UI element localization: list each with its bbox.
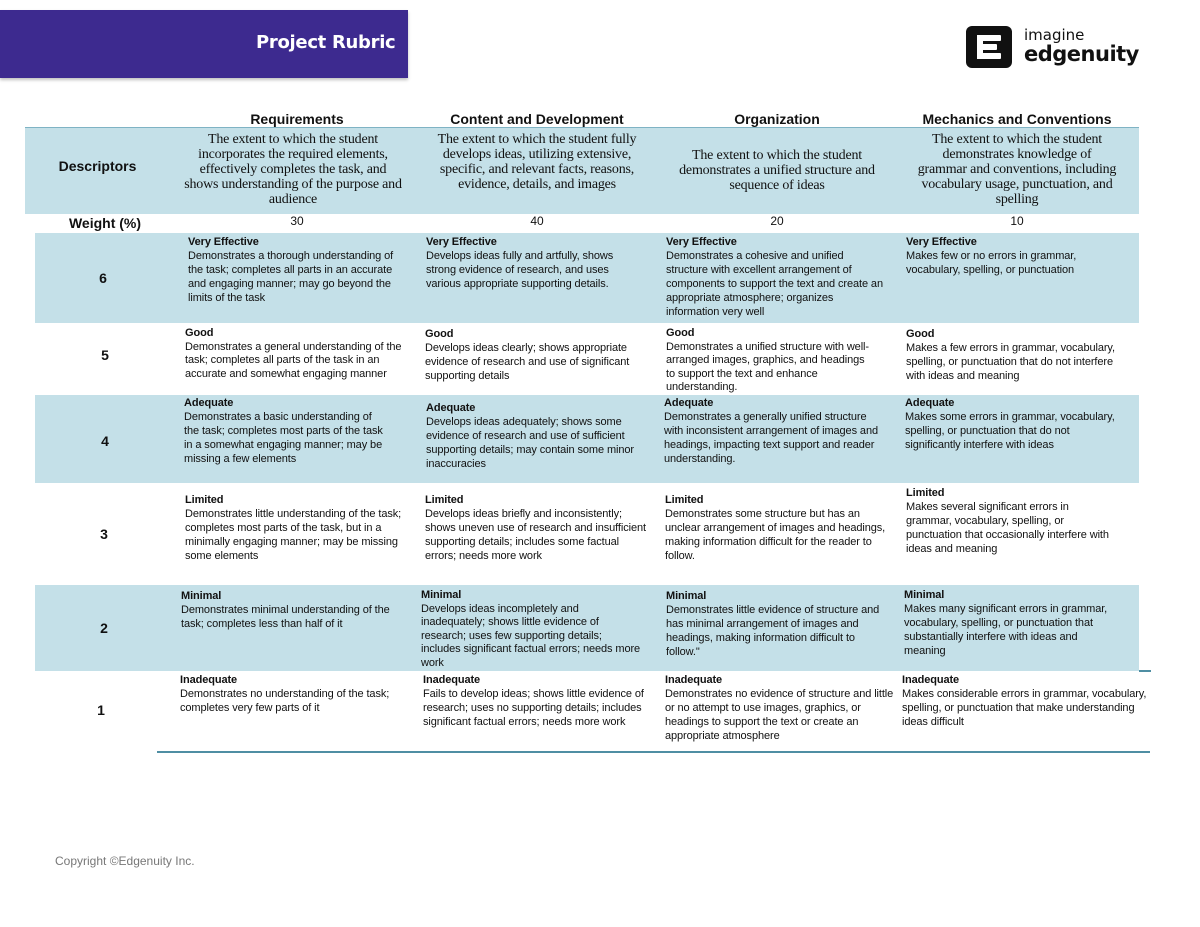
weight-label: Weight (%) <box>68 215 142 231</box>
score-3: 3 <box>100 526 108 542</box>
column-heading-requirements: Requirements <box>250 111 344 127</box>
logo-text-small: imagine <box>1024 26 1085 44</box>
weight-mechanics: 10 <box>1010 214 1024 228</box>
edgenuity-logo <box>966 24 1139 72</box>
cell-2-mechanics: Minimal Makes many significant errors in grammar, vocabulary, spelling, or punctuation that substantially interfere with ideas and meaning <box>904 589 1108 657</box>
cell-3-content: Limited Develops ideas briefly and inconsistently; shows uneven use of research and insufficient supporting details; includes some factual errors; needs more work <box>425 494 646 562</box>
weight-organization: 20 <box>770 214 784 228</box>
score-2: 2 <box>100 620 108 636</box>
cell-1-mechanics: Inadequate Makes considerable errors in grammar, vocabulary, spelling, or punctuation that make understanding ideas difficult <box>902 674 1147 728</box>
row-1-top-rule <box>1139 670 1151 672</box>
cell-2-organization: Minimal Demonstrates little evidence of structure and has minimal arrangement of images and headings, making information difficult to follow." <box>666 590 880 658</box>
cell-4-mechanics: Adequate Makes some errors in grammar, vocabulary, spelling, or punctuation that do not significantly interfere with ideas <box>905 397 1115 451</box>
header-banner <box>0 10 408 78</box>
cell-4-requirements: Adequate Demonstrates a basic understanding of the task; completes most parts of the task in a somewhat engaging manner; may be missing a few elements <box>184 397 383 465</box>
descriptor-mechanics: The extent to which the student demonstrates knowledge of grammar and conventions, including vocabulary usage, punctuation, and spelling <box>917 132 1117 207</box>
cell-6-organization: Very Effective Demonstrates a cohesive and unified structure with excellent arrangement of components to support the text and create an appropriate atmosphere; organizes information very well <box>666 236 883 318</box>
cell-1-organization: Inadequate Demonstrates no evidence of structure and little or no attempt to use images, graphics, or headings to support the text or create an appropriate atmosphere <box>665 674 894 742</box>
cell-2-content: Minimal Develops ideas incompletely and inadequately; shows little evidence of research; uses few supporting details; includes significant factual errors; needs more work <box>421 589 641 669</box>
descriptor-organization: The extent to which the student demonstrates a unified structure and sequence of ideas <box>679 148 875 193</box>
score-5: 5 <box>101 347 109 363</box>
edgenuity-logo-icon <box>966 26 1012 68</box>
logo-text-big: edgenuity <box>1024 42 1139 66</box>
column-heading-organization: Organization <box>734 111 820 127</box>
page-title: Project Rubric <box>256 32 396 53</box>
cell-2-requirements: Minimal Demonstrates minimal understanding of the task; completes less than half of it <box>181 590 390 630</box>
cell-3-organization: Limited Demonstrates some structure but has an unclear arrangement of images and headings, making information difficult for the reader to follow. <box>665 494 886 562</box>
column-heading-mechanics: Mechanics and Conventions <box>922 111 1112 127</box>
cell-1-content: Inadequate Fails to develop ideas; shows little evidence of research; uses no supporting details; includes significant factual errors; needs more work <box>423 674 644 728</box>
copyright-text: Copyright ©Edgenuity Inc. <box>55 854 195 868</box>
cell-4-content: Adequate Develops ideas adequately; shows some evidence of research and use of sufficient supporting details; may contain some minor inaccuracies <box>426 402 634 470</box>
cell-1-requirements: Inadequate Demonstrates no understanding of the task; completes very few parts of it <box>180 674 390 714</box>
cell-5-mechanics: Good Makes a few errors in grammar, vocabulary, spelling, or punctuation that do not interfere with ideas and meaning <box>906 328 1115 382</box>
cell-6-mechanics: Very Effective Makes few or no errors in grammar, vocabulary, spelling, or punctuation <box>906 236 1077 276</box>
column-heading-content: Content and Development <box>450 111 624 127</box>
weight-content: 40 <box>530 214 544 228</box>
table-bottom-rule <box>157 751 1150 753</box>
cell-6-requirements: Very Effective Demonstrates a thorough understanding of the task; completes all parts in an accurate and engaging manner; may go beyond the limits of the task <box>188 236 394 304</box>
descriptor-content: The extent to which the student fully develops ideas, utilizing extensive, specific, and relevant facts, reasons, evidence, details, and images <box>437 132 637 192</box>
cell-5-organization: Good Demonstrates a unified structure with well-arranged images, graphics, and headings to support the text and enhance understanding. <box>666 327 869 393</box>
descriptors-label: Descriptors <box>58 158 137 174</box>
cell-3-mechanics: Limited Makes several significant errors in grammar, vocabulary, spelling, or punctuation that occasionally interfere with ideas and meaning <box>906 487 1109 555</box>
cell-3-requirements: Limited Demonstrates little understanding of the task; completes most parts of the task, but in a minimally engaging manner; may be missing some elements <box>185 494 402 562</box>
score-6: 6 <box>99 270 107 286</box>
score-1: 1 <box>97 702 105 718</box>
descriptor-requirements: The extent to which the student incorporates the required elements, effectively completes the task, and shows understanding of the purpose and audience <box>184 132 402 207</box>
cell-6-content: Very Effective Develops ideas fully and artfully, shows strong evidence of research, and uses various appropriate supporting details. <box>426 236 614 290</box>
weight-requirements: 30 <box>290 214 304 228</box>
cell-4-organization: Adequate Demonstrates a generally unified structure with inconsistent arrangement of images and headings, impacting text support and reader understanding. <box>664 397 878 465</box>
score-4: 4 <box>101 433 109 449</box>
cell-5-requirements: Good Demonstrates a general understanding of the task; completes all parts of the task in an accurate and somewhat engaging manner <box>185 327 402 380</box>
cell-5-content: Good Develops ideas clearly; shows appropriate evidence of research and use of significant supporting details <box>425 328 630 382</box>
